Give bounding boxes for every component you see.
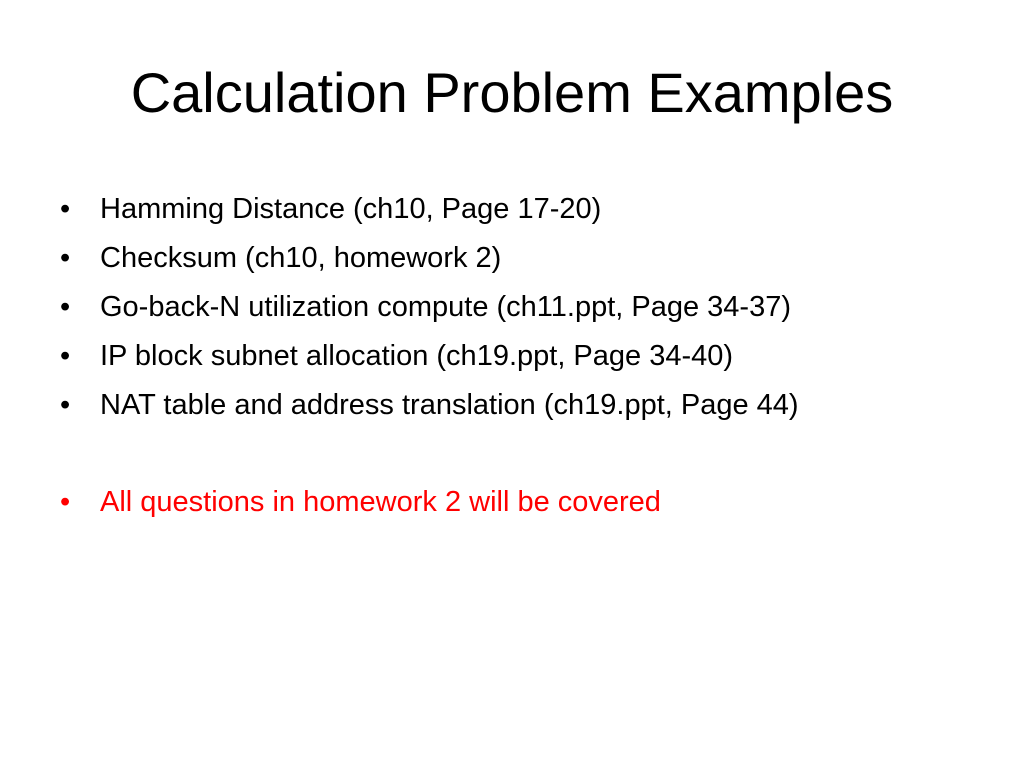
bullet-mark: • bbox=[60, 486, 71, 518]
slide-title: Calculation Problem Examples bbox=[130, 61, 894, 124]
bullet-mark: • bbox=[60, 193, 71, 225]
bullet-item-homework-coverage bbox=[56, 478, 996, 527]
bullet-item-nat-table bbox=[56, 381, 996, 430]
bullet-item-go-back-n bbox=[56, 283, 996, 332]
bullet-mark: • bbox=[60, 340, 71, 372]
bullet-item-ip-block-subnet bbox=[56, 332, 996, 381]
bullet-item-hamming-distance bbox=[56, 185, 996, 234]
bullet-mark: • bbox=[60, 242, 71, 274]
bullet-mark: • bbox=[60, 291, 71, 323]
bullet-text: Go-back-N utilization compute (ch11.ppt, Page 34-37) bbox=[100, 291, 791, 323]
bullet-mark: • bbox=[60, 389, 71, 421]
bullet-list bbox=[56, 185, 996, 527]
bullet-text: NAT table and address translation (ch19.ppt, Page 44) bbox=[100, 389, 799, 421]
bullet-text: IP block subnet allocation (ch19.ppt, Page 34-40) bbox=[100, 340, 734, 372]
bullet-text: Checksum (ch10, homework 2) bbox=[100, 242, 502, 274]
bullet-text: All questions in homework 2 will be covered bbox=[100, 486, 661, 518]
bullet-item-checksum bbox=[56, 234, 996, 283]
bullet-text: Hamming Distance (ch10, Page 17-20) bbox=[100, 193, 602, 225]
